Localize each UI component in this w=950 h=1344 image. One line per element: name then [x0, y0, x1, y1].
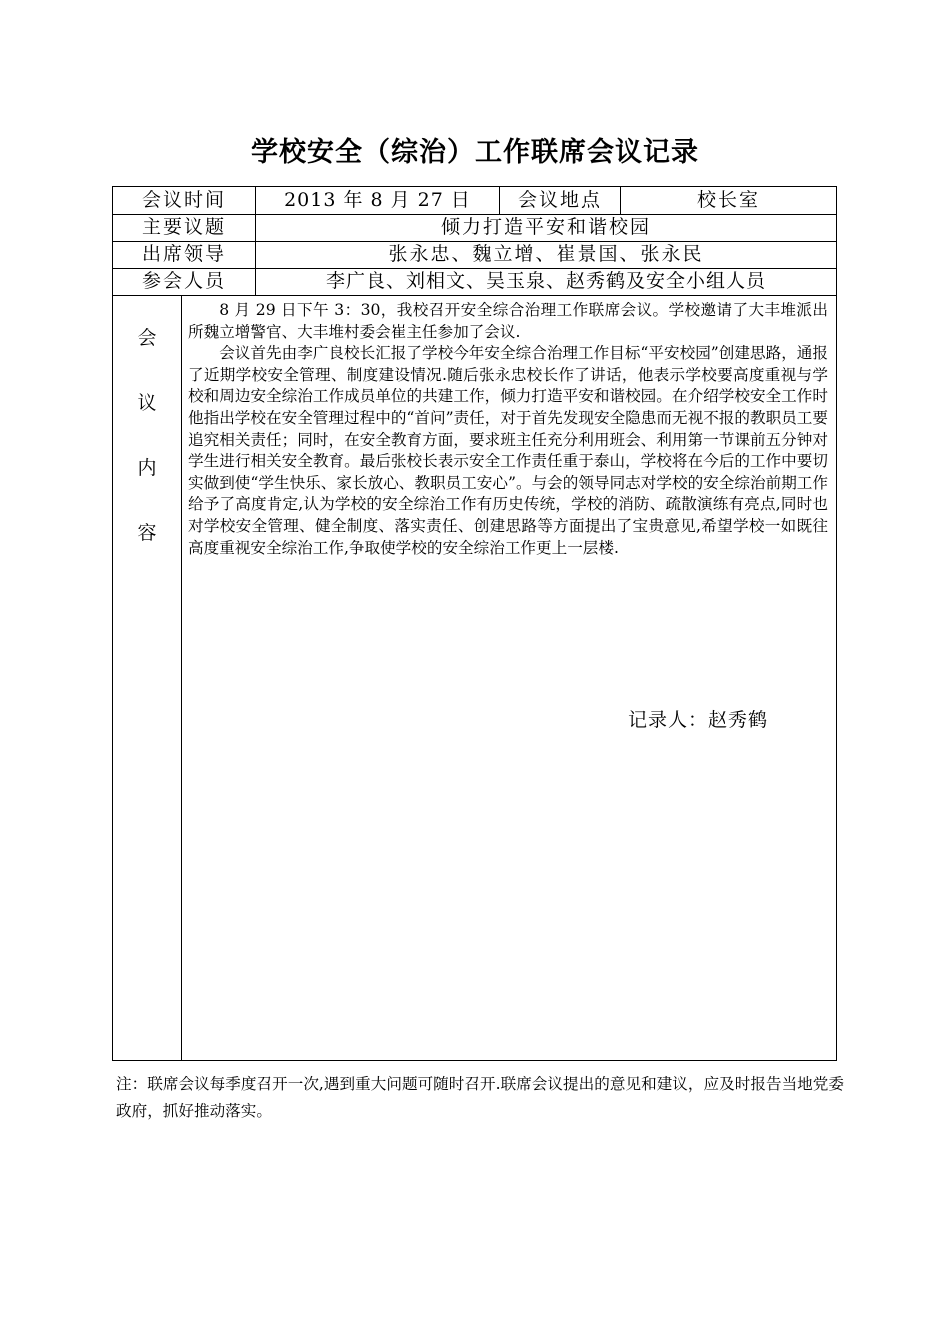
meeting-time-value: 2013 年 8 月 27 日 [284, 189, 471, 211]
footnote: 注：联席会议每季度召开一次,遇到重大问题可随时召开.联席会议提出的意见和建议，应及时报告当地党委政府，抓好推动落实。 [116, 1075, 844, 1120]
content-paragraph: 8 月 29 日下午 3：30，我校召开安全综合治理工作联席会议。学校邀请了大丰堆派出所魏立增警官、大丰堆村委会崔主任参加了会议. [188, 301, 828, 341]
content-label-char: 会 [137, 327, 157, 349]
content-label-char: 议 [137, 392, 157, 414]
topic-value: 倾力打造平安和谐校园 [440, 216, 651, 238]
meeting-content-row [113, 295, 836, 1060]
meeting-record-table [112, 186, 837, 1061]
attendees-value: 李广良、刘相文、吴玉泉、赵秀鹤及安全小组人员 [325, 270, 766, 292]
attendees-label: 参会人员 [141, 270, 226, 292]
recorder-signature: 记录人：赵秀鹤 [628, 709, 769, 731]
meeting-place-value: 校长室 [696, 189, 760, 211]
meeting-place-label: 会议地点 [517, 189, 602, 211]
meeting-content-text [188, 300, 828, 559]
leaders-value: 张永忠、魏立增、崔景国、张永民 [388, 243, 704, 265]
content-label-char: 内 [137, 457, 157, 479]
content-label [113, 325, 181, 585]
content-label-char: 容 [137, 522, 157, 544]
content-paragraph: 会议首先由李广良校长汇报了学校今年安全综合治理工作目标“平安校园”创建思路，通报了近期学校安全管理、制度建设情况.随后张永忠校长作了讲话，他表示学校要高度重视与学校和周边安全综治工作成员单位的共建工作，倾力打造平安和谐校园。在介绍学校安全工作时他指出学校在安全管理过程中的“首问”责任，对于首先发现安全隐患而无视不报的教职员工要追究相关责任；同时，在安全教育方面，要求班主任充分利用班会、利用第一节课前五分钟对学生进行相关安全教育。最后张校长表示安全工作责任重于泰山，学校将在今后的工作中要切实做到使“学生快乐、家长放心、教职员工安心”。与会的领导同志对学校的安全综治前期工作给予了高度肯定,认为学校的安全综治工作有历史传统，学校的消防、疏散演练有亮点,同时也对学校安全管理、健全制度、落实责任、创建思路等方面提出了宝贵意见,希望学校一如既往高度重视安全综治工作,争取使学校的安全综治工作更上一层楼. [188, 344, 828, 557]
document-title: 学校安全（综治）工作联席会议记录 [251, 137, 699, 168]
leaders-label: 出席领导 [141, 243, 226, 265]
topic-label: 主要议题 [141, 216, 226, 238]
meeting-time-label: 会议时间 [141, 189, 226, 211]
